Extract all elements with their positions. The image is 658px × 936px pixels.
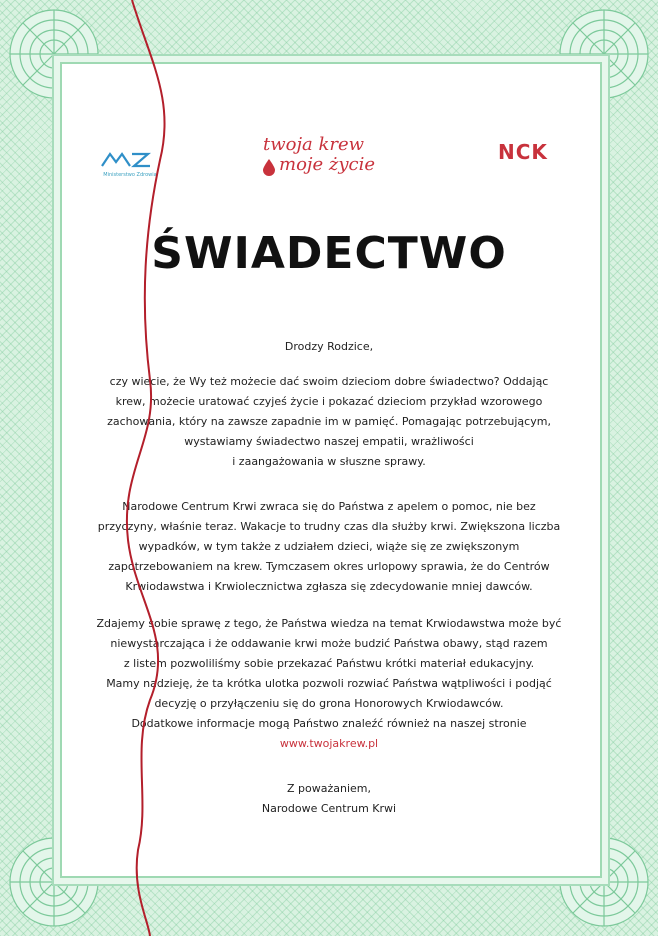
paragraph-line: Krwiodawstwa i Krwiolecznictwa zgłasza się zdecydowanie mniej dawców.	[125, 580, 533, 593]
paragraph-line: krew, możecie uratować czyjeś życie i pokazać dzieciom przykład wzorowego	[115, 395, 543, 408]
website-link[interactable]: www.twojakrew.pl	[279, 737, 379, 750]
paragraph-3	[90, 614, 568, 734]
nck-logo	[498, 140, 558, 176]
campaign-logo	[255, 132, 415, 188]
paragraph-line: zapotrzebowaniem na krew. Tymczasem okres urlopowy sprawia, że do Centrów	[108, 560, 550, 573]
paragraph-line: i zaangażowania w słuszne sprawy.	[232, 455, 426, 468]
closing-regards: Z poważaniem,	[286, 782, 371, 795]
paragraph-line: Mamy nadzieję, że ta krótka ulotka pozwoli rozwiać Państwa wątpliwości i podjąć	[106, 677, 552, 690]
paragraph-line: wystawiamy świadectwo naszej empatii, wrażliwości	[184, 435, 474, 448]
paragraph-line: niewystarczająca i że oddawanie krwi może budzić Państwa obawy, stąd razem	[110, 637, 548, 650]
paragraph-line: zachowania, który na zawsze zapadnie im w pamięć. Pomagając potrzebującym,	[107, 415, 551, 428]
certificate-title: ŚWIADECTWO	[151, 228, 507, 279]
campaign-logo-line1: twoja krew	[263, 134, 365, 155]
ministry-logo	[100, 148, 160, 180]
paragraph-line: wypadków, w tym także z udziałem dzieci, wiąże się ze zwiększonym	[138, 540, 520, 553]
paragraph-line: czy wiecie, że Wy też możecie dać swoim dzieciom dobre świadectwo? Oddając	[109, 375, 549, 388]
paragraph-line: Narodowe Centrum Krwi zwraca się do Państwa z apelem o pomoc, nie bez	[122, 500, 536, 513]
closing-signature: Narodowe Centrum Krwi	[261, 802, 397, 815]
paragraph-1	[90, 372, 568, 472]
paragraph-2	[90, 497, 568, 597]
paragraph-line: przyczyny, właśnie teraz. Wakacje to trudny czas dla służby krwi. Zwiększona liczba	[97, 520, 561, 533]
paragraph-line: decyzję o przyłączeniu się do grona Honorowych Krwiodawców.	[154, 697, 504, 710]
paragraph-line: z listem pozwoliliśmy sobie przekazać Państwu krótki materiał edukacyjny.	[123, 657, 535, 670]
paragraph-line: Zdajemy sobie sprawę z tego, że Państwa wiedza na temat Krwiodawstwa może być	[96, 617, 562, 630]
paragraph-line: Dodatkowe informacje mogą Państwo znaleźć również na naszej stronie	[131, 717, 527, 730]
blood-drop-icon	[261, 158, 277, 176]
ministry-mark-icon	[100, 148, 160, 170]
campaign-logo-line2: moje życie	[279, 154, 376, 175]
ministry-caption: Ministerstwo Zdrowia	[103, 172, 157, 178]
salutation: Drodzy Rodzice,	[284, 340, 374, 353]
nck-mark: NCK	[498, 140, 548, 164]
